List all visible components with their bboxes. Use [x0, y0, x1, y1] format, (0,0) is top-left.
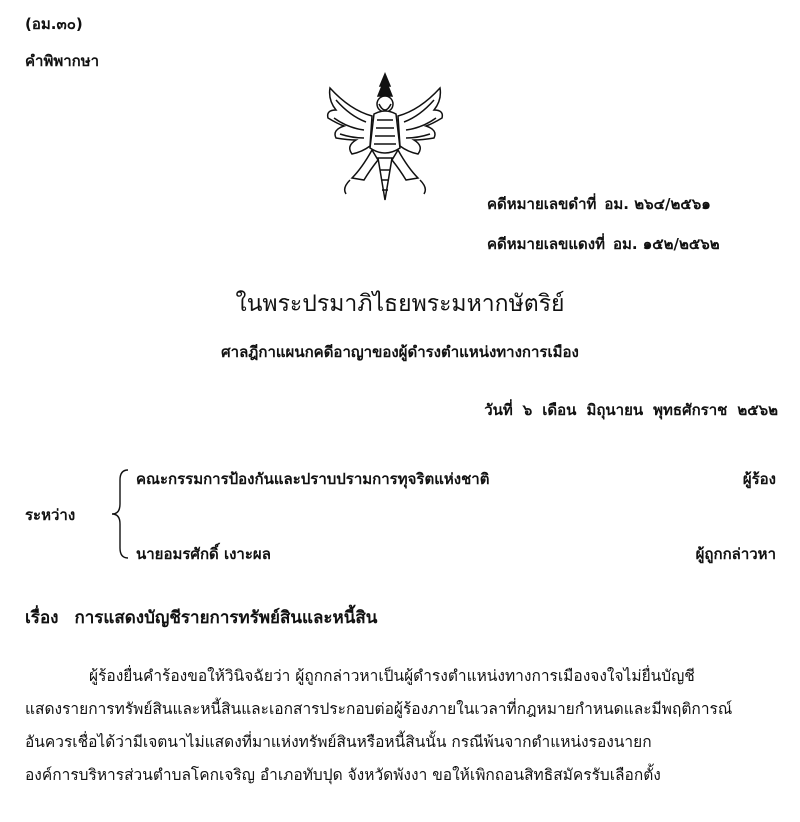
- month-label: เดือน: [542, 401, 577, 419]
- subject-text: การแสดงบัญชีรายการทรัพย์สินและหนี้สิน: [74, 608, 378, 628]
- judgment-date: [474, 398, 778, 422]
- royal-heading: ในพระปรมาภิไธยพระมหากษัตริย์: [235, 291, 565, 317]
- day-value: ๖: [522, 401, 533, 419]
- body-line-4: องค์การบริหารส่วนตำบลโคกเจริญ อำเภอทับปุด จังหวัดพังงา ขอให้เพิกถอนสิทธิสมัครรับเลือกตั้ง: [25, 766, 661, 784]
- year-value: ๒๕๖๒: [737, 401, 778, 419]
- year-label: พุทธศักราช: [653, 401, 728, 419]
- subject-heading: [25, 604, 377, 631]
- red-case-number-row: [487, 232, 720, 256]
- document-type: คำพิพากษา: [25, 52, 100, 70]
- plaintiff-name: คณะกรรมการป้องกันและปราบปรามการทุจริตแห่งชาติ: [136, 470, 490, 488]
- court-name: ศาลฎีกาแผนกคดีอาญาของผู้ดำรงตำแหน่งทางการเมือง: [221, 343, 579, 361]
- defendant-role: ผู้ถูกกล่าวหา: [695, 545, 776, 563]
- red-case-label: คดีหมายเลขแดงที่: [487, 235, 605, 253]
- subject-label: เรื่อง: [25, 608, 59, 628]
- defendant-name: นายอมรศักดิ์ เงาะผล: [136, 545, 271, 563]
- day-label: วันที่: [484, 401, 513, 419]
- black-case-number: อม. ๒๖๔/๒๕๖๑: [604, 195, 711, 213]
- judgment-body: [25, 660, 777, 792]
- body-line-3: อันควรเชื่อได้ว่ามีเจตนาไม่แสดงที่มาแห่งทรัพย์สินหรือหนี้สินนั้น กรณีพ้นจากตำแหน่งรองนายก: [25, 733, 652, 751]
- body-line-1: ผู้ร้องยื่นคำร้องขอให้วินิจฉัยว่า ผู้ถูกกล่าวหาเป็นผู้ดำรงตำแหน่งทางการเมืองจงใจไม่ยื่นบัญชี: [89, 667, 695, 685]
- black-case-number-row: [487, 192, 711, 216]
- plaintiff-role: ผู้ร้อง: [742, 470, 776, 488]
- black-case-label: คดีหมายเลขดำที่: [487, 195, 597, 213]
- brace-icon: [108, 468, 132, 560]
- between-label: ระหว่าง: [25, 506, 76, 524]
- month-value: มิถุนายน: [586, 401, 644, 419]
- garuda-emblem-icon: [322, 70, 448, 210]
- body-line-2: แสดงรายการทรัพย์สินและหนี้สินและเอกสารประกอบต่อผู้ร้องภายในเวลาที่กฎหมายกำหนดและมีพฤติการณ์: [25, 700, 733, 718]
- form-code: (อม.๓๐): [25, 15, 83, 33]
- red-case-number: อม. ๑๕๒/๒๕๖๒: [612, 235, 720, 253]
